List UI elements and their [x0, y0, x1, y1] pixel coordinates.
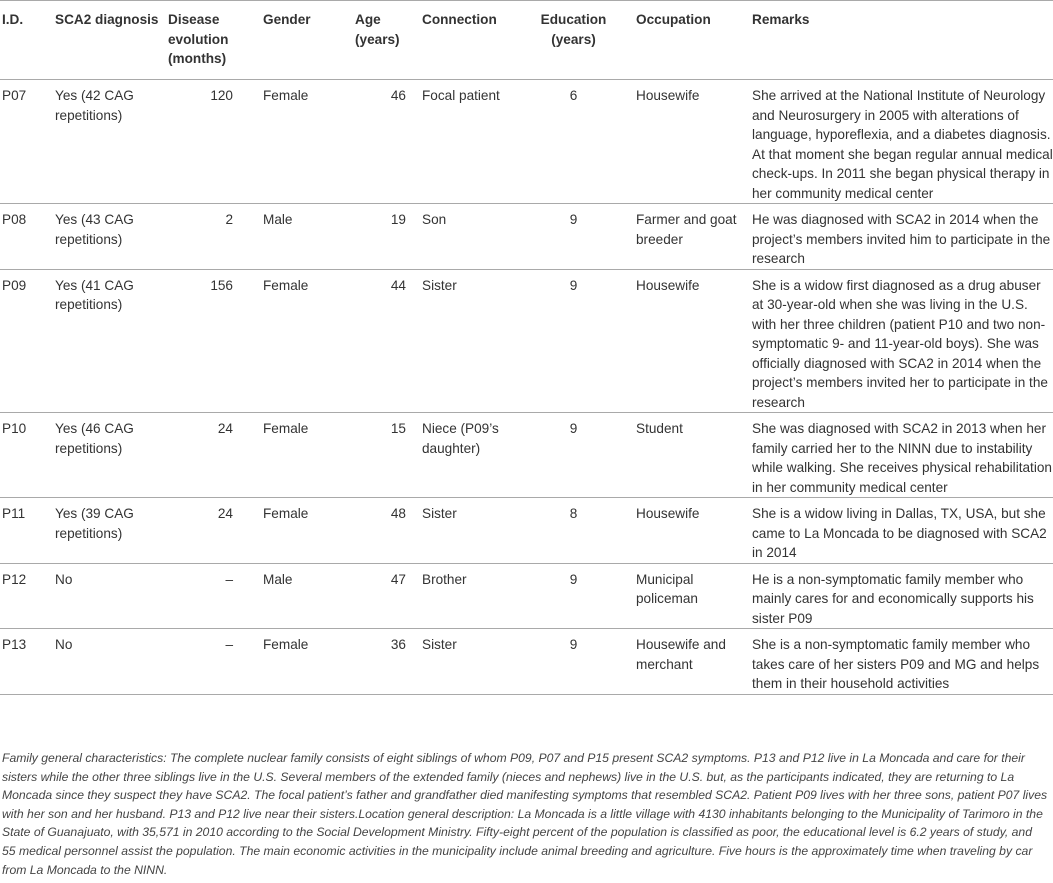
cell-remarks: She was diagnosed with SCA2 in 2013 when her family carried her to the NINN due to instability while walking. She receives physical rehabilitation in her community medical center	[752, 413, 1053, 498]
cell-age: 46	[353, 80, 422, 204]
cell-remarks: She is a widow living in Dallas, TX, USA, but she came to La Moncada to be diagnosed with SCA2 in 2014	[752, 498, 1053, 564]
table-row	[0, 204, 1053, 270]
table-row	[0, 413, 1053, 498]
header-occupation: Occupation	[636, 1, 752, 80]
cell-id: P13	[0, 629, 55, 695]
cell-occupation: Housewife	[636, 269, 752, 413]
cell-gender: Female	[263, 413, 353, 498]
cell-connection: Sister	[422, 498, 535, 564]
cell-age: 36	[353, 629, 422, 695]
cell-occupation: Housewife and merchant	[636, 629, 752, 695]
header-id: I.D.	[0, 1, 55, 80]
cell-age: 15	[353, 413, 422, 498]
cell-age: 48	[353, 498, 422, 564]
cell-connection: Son	[422, 204, 535, 270]
cell-education: 9	[535, 413, 636, 498]
cell-id: P11	[0, 498, 55, 564]
cell-education: 9	[535, 629, 636, 695]
cell-education: 6	[535, 80, 636, 204]
cell-gender: Female	[263, 269, 353, 413]
table-row	[0, 269, 1053, 413]
cell-remarks: She arrived at the National Institute of Neurology and Neurosurgery in 2005 with alterations of language, hyporeflexia, and a diabetes diagnosis. At that moment she began regular annual medical check-ups. In 2011 she began physical therapy in her community medical center	[752, 80, 1053, 204]
table-row	[0, 563, 1053, 629]
header-gender: Gender	[263, 1, 353, 80]
cell-evolution: –	[168, 629, 263, 695]
cell-gender: Male	[263, 204, 353, 270]
cell-education: 8	[535, 498, 636, 564]
header-connection: Connection	[422, 1, 535, 80]
cell-evolution: 24	[168, 413, 263, 498]
cell-diagnosis: Yes (41 CAG repetitions)	[55, 269, 168, 413]
cell-gender: Female	[263, 80, 353, 204]
cell-remarks: He is a non-symptomatic family member who mainly cares for and economically supports his sister P09	[752, 563, 1053, 629]
cell-occupation: Farmer and goat breeder	[636, 204, 752, 270]
cell-connection: Brother	[422, 563, 535, 629]
cell-id: P09	[0, 269, 55, 413]
table-footnote: Family general characteristics: The complete nuclear family consists of eight siblings of whom P09, P07 and P15 present SCA2 symptoms. P13 and P12 live in La Moncada and care for their sisters while the other three siblings live in the U.S. Several members of the extended family (nieces and nephews) live in the U.S. but, as the participants indicated, they are returning to La Moncada since they suspect they have SCA2. The focal patient’s father and grandfather died manifesting symptoms that resembled SCA2. Patient P09 lives with her three sons, patient P07 lives with her son and her husband. P13 and P12 live near their sisters.Location general description: La Moncada is a little village with 4130 inhabitants belonging to the Municipality of Tarimoro in the State of Guanajuato, with 35,571 in 2010 according to the Social Development Ministry. Fifty-eight percent of the population is classified as poor, the educational level is 6.2 years of study, and 55 medical personnel assist the population. The main economic activities in the municipality include animal breeding and agriculture. Five hours is the approximately time when traveling by car from La Moncada to the NINN.	[2, 751, 1048, 877]
cell-gender: Female	[263, 629, 353, 695]
cell-education: 9	[535, 269, 636, 413]
cell-id: P12	[0, 563, 55, 629]
cell-evolution: 120	[168, 80, 263, 204]
cell-age: 19	[353, 204, 422, 270]
cell-connection: Sister	[422, 269, 535, 413]
table-row	[0, 498, 1053, 564]
cell-evolution: 24	[168, 498, 263, 564]
cell-remarks: She is a non-symptomatic family member who takes care of her sisters P09 and MG and helps them in their household activities	[752, 629, 1053, 695]
cell-diagnosis: Yes (42 CAG repetitions)	[55, 80, 168, 204]
cell-occupation: Municipal policeman	[636, 563, 752, 629]
cell-evolution: 2	[168, 204, 263, 270]
cell-connection: Focal patient	[422, 80, 535, 204]
cell-id: P07	[0, 80, 55, 204]
cell-diagnosis: No	[55, 629, 168, 695]
cell-education: 9	[535, 563, 636, 629]
table-row	[0, 629, 1053, 695]
header-education: Education (years)	[535, 1, 636, 80]
cell-connection: Sister	[422, 629, 535, 695]
cell-age: 47	[353, 563, 422, 629]
cell-remarks: He was diagnosed with SCA2 in 2014 when the project’s members invited him to participate in the research	[752, 204, 1053, 270]
table-row	[0, 80, 1053, 204]
cell-id: P08	[0, 204, 55, 270]
cell-diagnosis: Yes (46 CAG repetitions)	[55, 413, 168, 498]
header-evolution: Disease evolution (months)	[168, 1, 263, 80]
header-age: Age (years)	[353, 1, 422, 80]
cell-diagnosis: Yes (43 CAG repetitions)	[55, 204, 168, 270]
cell-remarks: She is a widow first diagnosed as a drug abuser at 30-year-old when she was living in the U.S. with her three children (patient P10 and two non-symptomatic 9- and 11-year-old boys). She was officially diagnosed with SCA2 in 2014 when the project’s members invited her to participate in the research	[752, 269, 1053, 413]
header-row	[0, 1, 1053, 80]
cell-id: P10	[0, 413, 55, 498]
cell-connection: Niece (P09’s daughter)	[422, 413, 535, 498]
cell-diagnosis: No	[55, 563, 168, 629]
cell-occupation: Student	[636, 413, 752, 498]
cell-diagnosis: Yes (39 CAG repetitions)	[55, 498, 168, 564]
header-diagnosis: SCA2 diagnosis	[55, 1, 168, 80]
cell-gender: Male	[263, 563, 353, 629]
cell-occupation: Housewife	[636, 498, 752, 564]
cell-evolution: 156	[168, 269, 263, 413]
cell-education: 9	[535, 204, 636, 270]
cell-occupation: Housewife	[636, 80, 752, 204]
cell-gender: Female	[263, 498, 353, 564]
header-remarks: Remarks	[752, 1, 1053, 80]
cell-age: 44	[353, 269, 422, 413]
cell-evolution: –	[168, 563, 263, 629]
